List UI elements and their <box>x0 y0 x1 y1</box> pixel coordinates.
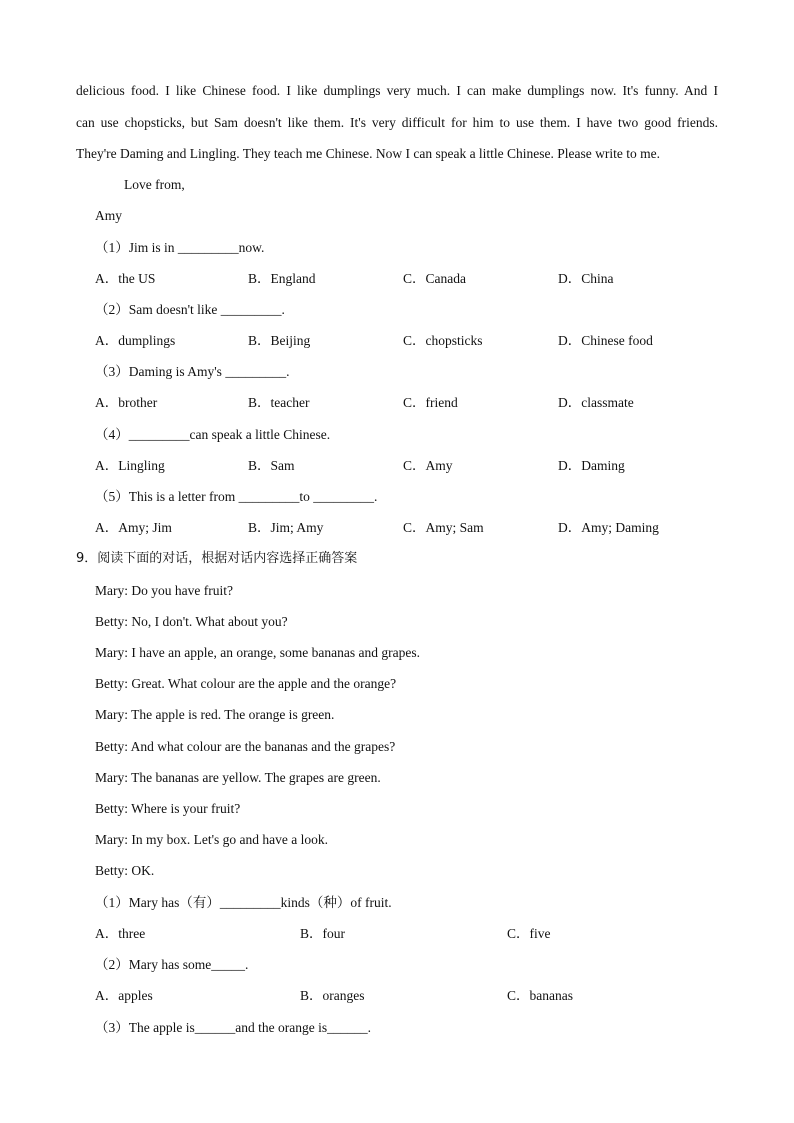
dialogue-line: Mary: The bananas are yellow. The grapes are green. <box>95 770 381 785</box>
option-c[interactable]: C．five <box>507 926 551 941</box>
option-a[interactable]: A．apples <box>95 988 153 1003</box>
option-d[interactable]: D．classmate <box>558 395 634 410</box>
question-heading: 9．阅读下面的对话，根据对话内容选择正确答案 <box>76 551 358 566</box>
dialogue-line: Mary: The apple is red. The orange is green. <box>95 707 335 722</box>
dialogue-line: Mary: I have an apple, an orange, some bananas and grapes. <box>95 645 420 660</box>
question-text: （3）The apple is______and the orange is______. <box>95 1020 371 1035</box>
question-text: （4）_________can speak a little Chinese. <box>95 427 331 442</box>
dialogue-line: Mary: In my box. Let's go and have a look. <box>95 832 329 847</box>
option-b[interactable]: B．four <box>300 926 345 941</box>
question-text: （2）Mary has some_____. <box>95 957 249 972</box>
option-b[interactable]: B．oranges <box>300 988 365 1003</box>
option-c[interactable]: C．bananas <box>507 988 573 1003</box>
option-d[interactable]: D．Daming <box>558 458 625 473</box>
letter-line: can use chopsticks, but Sam doesn't like them. It's very difficult for him to use them. I have two good friends. <box>76 115 718 130</box>
letter-line: delicious food. I like Chinese food. I like dumplings very much. I can make dumplings now. It's funny. And I <box>76 83 718 98</box>
question-text: （2）Sam doesn't like _________. <box>95 302 285 317</box>
option-a[interactable]: A．brother <box>95 395 158 410</box>
option-a[interactable]: A．the US <box>95 271 156 286</box>
question-text: （3）Daming is Amy's _________. <box>95 364 290 379</box>
option-a[interactable]: A．Amy; Jim <box>95 520 172 535</box>
option-a[interactable]: A．dumplings <box>95 333 176 348</box>
option-c[interactable]: C．friend <box>403 395 458 410</box>
option-d[interactable]: D．Amy; Daming <box>558 520 659 535</box>
option-a[interactable]: A．Lingling <box>95 458 165 473</box>
options-row <box>95 457 735 475</box>
options-row <box>95 519 735 537</box>
option-a[interactable]: A．three <box>95 926 146 941</box>
option-b[interactable]: B．Sam <box>248 458 295 473</box>
dialogue-line: Mary: Do you have fruit? <box>95 583 233 598</box>
option-b[interactable]: B．Beijing <box>248 333 311 348</box>
dialogue-line: Betty: No, I don't. What about you? <box>95 614 288 629</box>
option-b[interactable]: B．Jim; Amy <box>248 520 324 535</box>
options-row <box>95 270 735 288</box>
options-row <box>95 987 735 1005</box>
question-text: （5）This is a letter from _________to _________. <box>95 489 378 504</box>
options-row <box>95 332 735 350</box>
letter-closing: Love from, <box>124 177 185 192</box>
letter-signature: Amy <box>95 208 122 223</box>
question-text: （1）Jim is in _________now. <box>95 240 265 255</box>
options-row <box>95 925 735 943</box>
option-c[interactable]: C．chopsticks <box>403 333 483 348</box>
option-b[interactable]: B．England <box>248 271 316 286</box>
dialogue-line: Betty: OK. <box>95 863 155 878</box>
option-c[interactable]: C．Amy; Sam <box>403 520 484 535</box>
option-b[interactable]: B．teacher <box>248 395 310 410</box>
options-row <box>95 394 735 412</box>
dialogue-line: Betty: And what colour are the bananas and the grapes? <box>95 739 396 754</box>
option-c[interactable]: C．Amy <box>403 458 453 473</box>
question-text: （1）Mary has（有）_________kinds（种）of fruit. <box>95 895 392 910</box>
option-d[interactable]: D．Chinese food <box>558 333 653 348</box>
dialogue-line: Betty: Where is your fruit? <box>95 801 241 816</box>
option-d[interactable]: D．China <box>558 271 614 286</box>
letter-line: They're Daming and Lingling. They teach me Chinese. Now I can speak a little Chinese. Please write to me. <box>76 146 661 161</box>
option-c[interactable]: C．Canada <box>403 271 466 286</box>
dialogue-line: Betty: Great. What colour are the apple and the orange? <box>95 676 397 691</box>
